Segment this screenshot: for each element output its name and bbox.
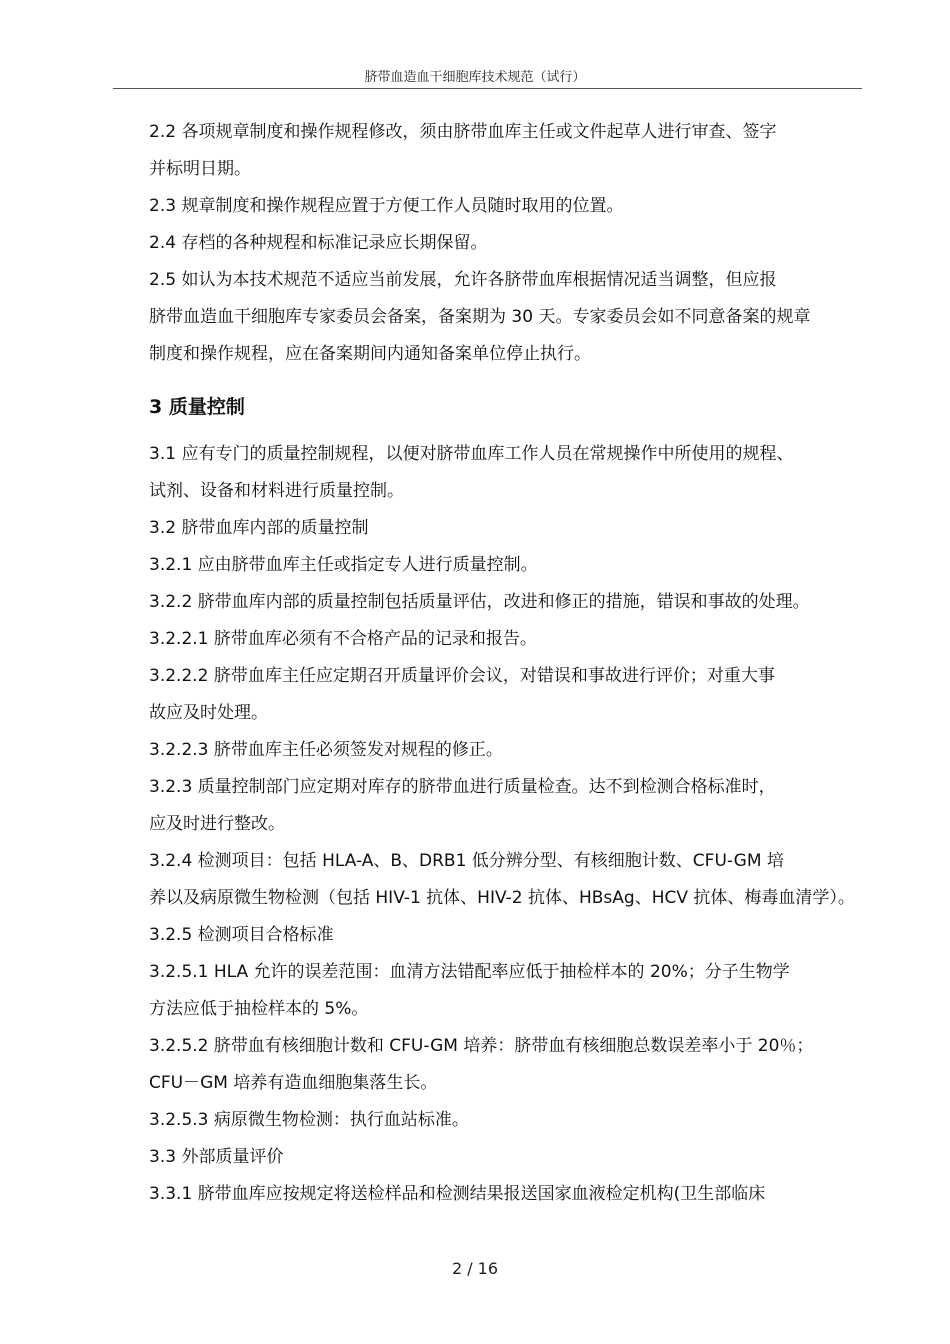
paragraph-line: 3.2.5.3 病原微生物检测：执行血站标准。 bbox=[149, 1110, 469, 1130]
paragraph bbox=[113, 658, 862, 732]
paragraph bbox=[113, 1102, 862, 1139]
paragraph-line: 3.2.2.3 脐带血库主任必须签发对规程的修正。 bbox=[149, 740, 503, 760]
paragraph bbox=[113, 188, 862, 225]
paragraph-line: 方法应低于抽检样本的 5%。 bbox=[149, 999, 369, 1019]
page-number: 2 / 16 bbox=[451, 1259, 499, 1278]
paragraph-line: 3.2.3 质量控制部门应定期对库存的脐带血进行质量检查。达不到检测合格标准时， bbox=[149, 777, 776, 797]
paragraph bbox=[113, 769, 862, 843]
paragraph bbox=[113, 114, 862, 188]
paragraph-line: 3.1 应有专门的质量控制规程，以便对脐带血库工作人员在常规操作中所使用的规程、 bbox=[149, 444, 794, 464]
paragraph bbox=[113, 1139, 862, 1176]
paragraph bbox=[113, 436, 862, 510]
paragraph-line: 故应及时处理。 bbox=[149, 703, 268, 723]
section-heading: 3 质量控制 bbox=[149, 396, 245, 418]
paragraph bbox=[113, 262, 862, 373]
paragraph-line: 制度和操作规程，应在备案期间内通知备案单位停止执行。 bbox=[149, 344, 591, 364]
paragraph bbox=[113, 584, 862, 621]
paragraph bbox=[113, 547, 862, 584]
paragraph-line: 并标明日期。 bbox=[149, 159, 251, 179]
paragraph-line: 3.2.5.1 HLA 允许的误差范围：血清方法错配率应低于抽检样本的 20%；分子生物学 bbox=[149, 962, 790, 982]
paragraph-line: 试剂、设备和材料进行质量控制。 bbox=[149, 481, 404, 501]
paragraph bbox=[113, 917, 862, 954]
paragraph bbox=[113, 1176, 862, 1213]
paragraph bbox=[113, 732, 862, 769]
paragraph bbox=[113, 843, 862, 917]
paragraph bbox=[113, 510, 862, 547]
paragraph-line: 脐带血造血干细胞库专家委员会备案，备案期为 30 天。专家委员会如不同意备案的规章 bbox=[149, 307, 811, 327]
paragraph-line: 3.2.5 检测项目合格标准 bbox=[149, 925, 334, 945]
paragraph-line: 3.2.2 脐带血库内部的质量控制包括质量评估，改进和修正的措施，错误和事故的处理。 bbox=[149, 592, 810, 612]
paragraph-line: 3.2.1 应由脐带血库主任或指定专人进行质量控制。 bbox=[149, 555, 538, 575]
section-2-paragraphs bbox=[113, 114, 862, 373]
paragraph-line: 3.2.2.2 脐带血库主任应定期召开质量评价会议，对错误和事故进行评价；对重大事 bbox=[149, 666, 775, 686]
paragraph bbox=[113, 225, 862, 262]
paragraph-line: 3.2.2.1 脐带血库必须有不合格产品的记录和报告。 bbox=[149, 629, 537, 649]
page-header: 脐带血造血干细胞库技术规范（试行） bbox=[364, 70, 586, 85]
paragraph-line: 2.2 各项规章制度和操作规程修改，须由脐带血库主任或文件起草人进行审查、签字 bbox=[149, 122, 777, 142]
document-body bbox=[113, 114, 862, 1213]
paragraph-line: 3.2 脐带血库内部的质量控制 bbox=[149, 518, 369, 538]
section-3-paragraphs bbox=[113, 436, 862, 1213]
paragraph-line: 3.2.4 检测项目：包括 HLA-A、B、DRB1 低分辨分型、有核细胞计数、CFU-GM 培 bbox=[149, 851, 784, 871]
header-divider bbox=[113, 88, 862, 89]
paragraph bbox=[113, 1028, 862, 1102]
paragraph bbox=[113, 621, 862, 658]
paragraph-line: 2.3 规章制度和操作规程应置于方便工作人员随时取用的位置。 bbox=[149, 196, 624, 216]
paragraph-line: 2.5 如认为本技术规范不适应当前发展，允许各脐带血库根据情况适当调整，但应报 bbox=[149, 270, 777, 290]
paragraph-line: 养以及病原微生物检测（包括 HIV-1 抗体、HIV-2 抗体、HBsAg、HCV 抗体、梅毒血清学）。 bbox=[149, 888, 855, 908]
paragraph-line: 2.4 存档的各种规程和标准记录应长期保留。 bbox=[149, 233, 488, 253]
paragraph bbox=[113, 954, 862, 1028]
paragraph-line: 3.3 外部质量评价 bbox=[149, 1147, 284, 1167]
paragraph-line: 应及时进行整改。 bbox=[149, 814, 285, 834]
paragraph-line: 3.3.1 脐带血库应按规定将送检样品和检测结果报送国家血液检定机构(卫生部临床 bbox=[149, 1184, 766, 1204]
paragraph-line: CFU－GM 培养有造血细胞集落生长。 bbox=[149, 1073, 438, 1093]
paragraph-line: 3.2.5.2 脐带血有核细胞计数和 CFU-GM 培养：脐带血有核细胞总数误差率小于 20％； bbox=[149, 1036, 814, 1056]
